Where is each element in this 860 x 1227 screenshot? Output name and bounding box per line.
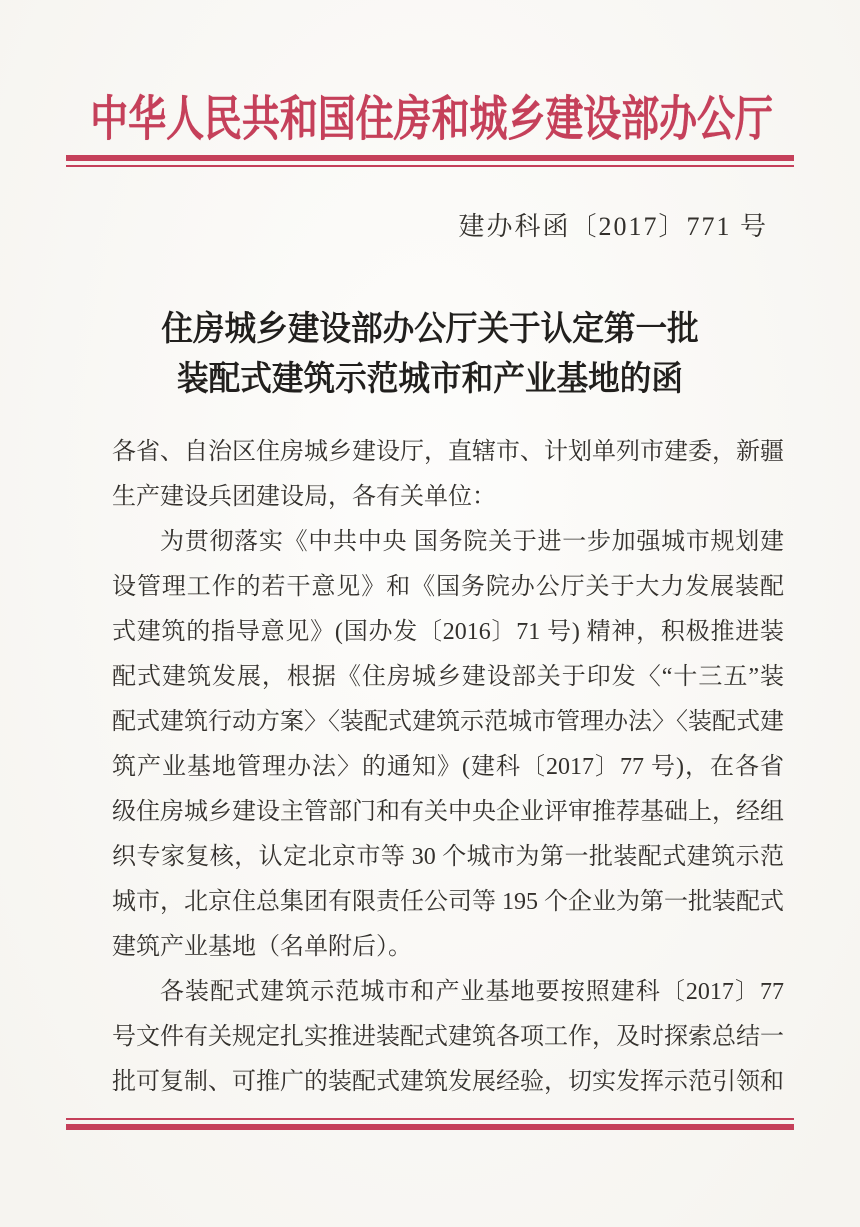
body-line: 各装配式建筑示范城市和产业基地要按照建科〔2017〕77 — [160, 979, 784, 1005]
body-line: 批可复制、可推广的装配式建筑发展经验，切实发挥示范引领和 — [112, 1069, 784, 1095]
body-line: 织专家复核，认定北京市等 30 个城市为第一批装配式建筑示范 — [112, 844, 784, 870]
body-line-salutation: 生产建设兵团建设局，各有关单位： — [112, 484, 496, 510]
document-reference-number: 建办科函〔2017〕771 号 — [458, 212, 768, 241]
body-line: 城市，北京住总集团有限责任公司等 195 个企业为第一批装配式 — [112, 889, 784, 915]
body-line: 式建筑的指导意见》(国办发〔2016〕71 号) 精神，积极推进装 — [112, 619, 784, 645]
body-line: 级住房城乡建设主管部门和有关中央企业评审推荐基础上，经组 — [112, 799, 784, 825]
body-line: 配式建筑行动方案〉〈装配式建筑示范城市管理办法〉〈装配式建 — [112, 709, 784, 735]
document-body — [112, 430, 784, 1105]
letterhead-rule-thick — [66, 155, 794, 161]
body-line: 配式建筑发展，根据《住房城乡建设部关于印发〈“十三五”装 — [112, 664, 784, 690]
letterhead-rule-thin — [66, 165, 794, 168]
letterhead-agency-name: 中华人民共和国住房和城乡建设部办公厅 — [90, 93, 773, 146]
body-line: 设管理工作的若干意见》和《国务院办公厅关于大力发展装配 — [112, 574, 784, 600]
footer-rule-thin — [66, 1118, 794, 1121]
document-title — [30, 305, 830, 405]
document-title-line-1: 住房城乡建设部办公厅关于认定第一批 — [161, 311, 699, 348]
body-line: 号文件有关规定扎实推进装配式建筑各项工作，及时探索总结一 — [112, 1024, 784, 1050]
footer-rule-thick — [66, 1124, 794, 1130]
body-line: 建筑产业基地（名单附后）。 — [112, 934, 412, 960]
body-line-salutation: 各省、自治区住房城乡建设厅，直辖市、计划单列市建委，新疆 — [112, 439, 784, 465]
body-line: 筑产业基地管理办法〉的通知》(建科〔2017〕77 号)，在各省 — [112, 754, 784, 780]
document-title-line-2: 装配式建筑示范城市和产业基地的函 — [177, 361, 683, 398]
body-line: 为贯彻落实《中共中央 国务院关于进一步加强城市规划建 — [160, 529, 784, 555]
